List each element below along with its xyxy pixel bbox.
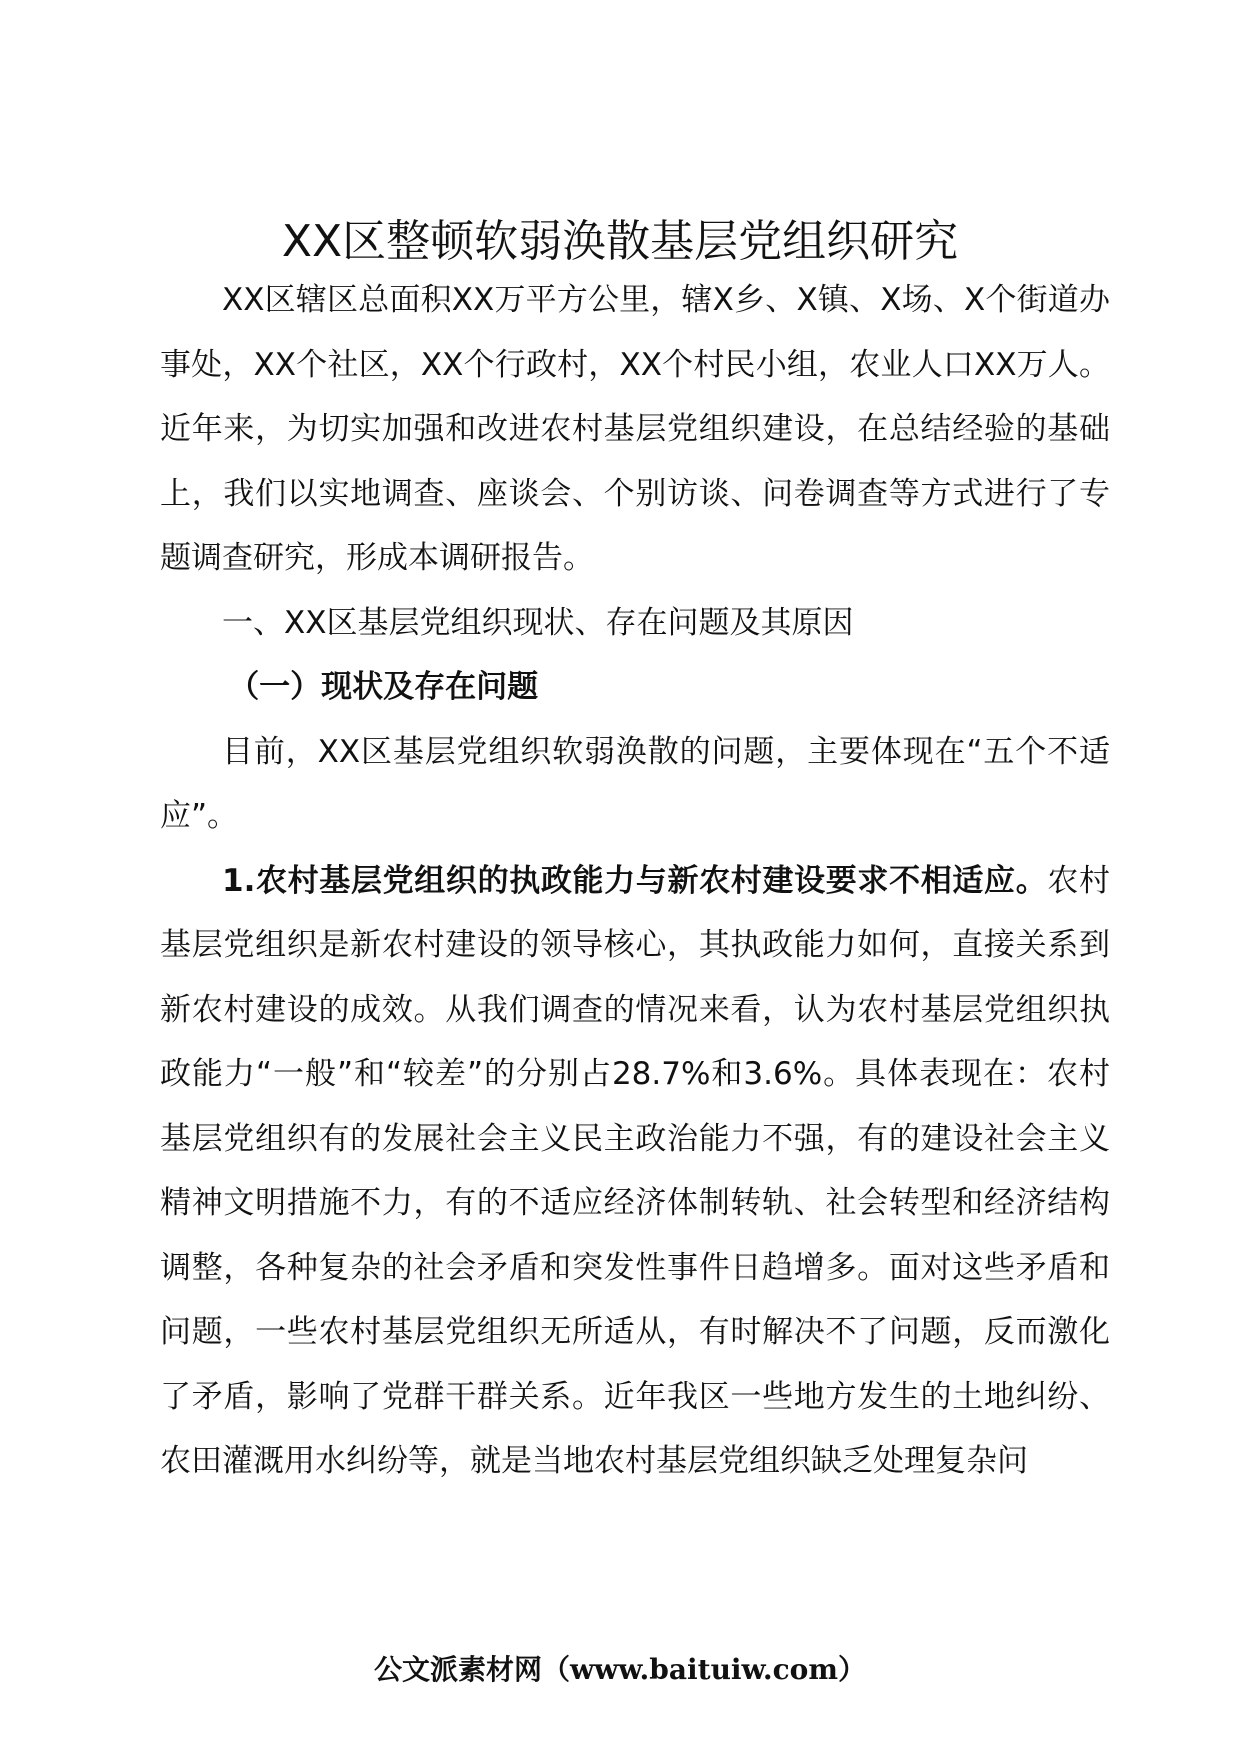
point-1-heading: 1.农村基层党组织的执政能力与新农村建设要求不相适应。 (222, 862, 1048, 899)
section-heading: 一、XX区基层党组织现状、存在问题及其原因 (222, 604, 854, 641)
subsection-heading: （一）现状及存在问题 (228, 669, 539, 705)
point-1-text: 农村基层党组织是新农村建设的领导核心，其执政能力如何，直接关系到新农村建设的成效。从我们调查的情况来看，认为农村基层党组织执政能力“一般”和“较差”的分别占28.7%和3.6%。具体表现在：农村基层党组织有的发展社会主义民主政治能力不强，有的建设社会主义精神文明措施不力，有的不适应经济体制转轨、社会转型和经济结构调整，各种复杂的社会矛盾和突发性事件日趋增多。面对这些矛盾和问题，一些农村基层党组织无所适从，有时解决不了问题，反而激化了矛盾，影响了党群干群关系。近年我区一些地方发生的土地纠纷、农田灌溉用水纠纷等，就是当地农村基层党组织缺乏处理复杂问 (160, 862, 1111, 1479)
intro-paragraph: XX区辖区总面积XX万平方公里，辖X乡、X镇、X场、X个街道办事处，XX个社区，XX个行政村，XX个村民小组，农业人口XX万人。近年来，为切实加强和改进农村基层党组织建设，在总结经验的基础上，我们以实地调查、座谈会、个别访谈、问卷调查等方式进行了专题调查研究，形成本调研报告。 (160, 282, 1110, 576)
document-title: XX区整顿软弱涣散基层党组织研究 (281, 216, 959, 267)
point-1-paragraph (160, 849, 1110, 1494)
footer-watermark: 公文派素材网（www.baituiw.com） (374, 1653, 866, 1686)
summary-paragraph: 目前，XX区基层党组织软弱涣散的问题，主要体现在“五个不适应”。 (160, 733, 1110, 834)
document-body (160, 268, 1110, 1494)
